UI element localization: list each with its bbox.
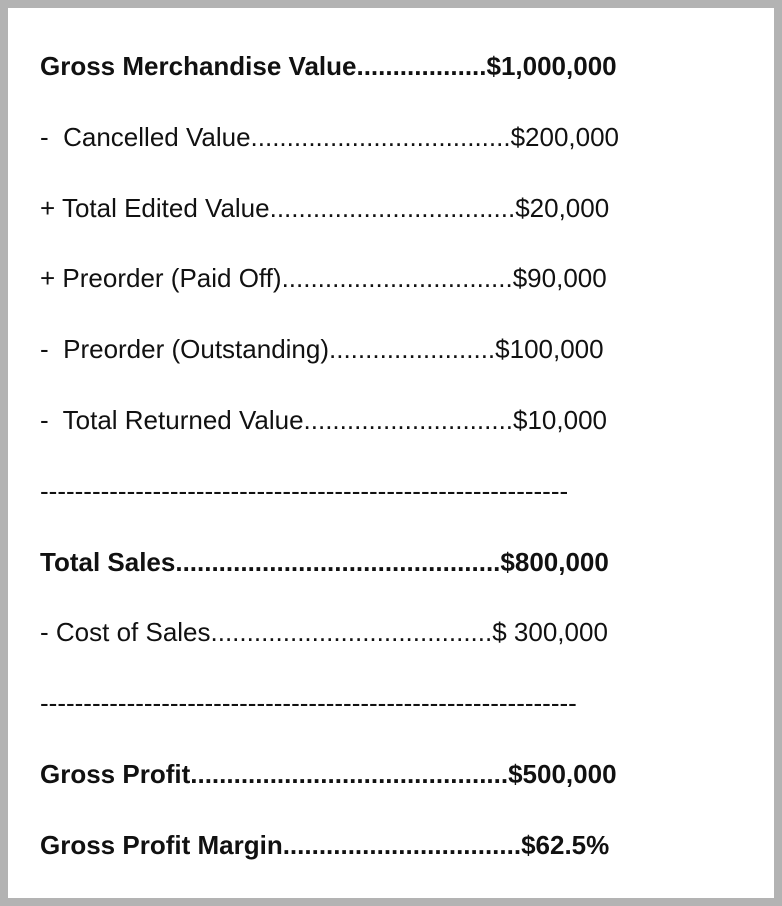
total-returned-value-line: - Total Returned Value.............................$10,000 xyxy=(40,405,607,435)
preorder-paid-off-line: + Preorder (Paid Off)................................$90,000 xyxy=(40,263,607,293)
gross-profit-margin-line: Gross Profit Margin.................................$62.5% xyxy=(40,830,610,860)
separator-line-2: -------------------------------------------------------------- xyxy=(40,688,577,718)
separator-line-1: ------------------------------------------------------------- xyxy=(40,476,569,506)
gross-profit-line: Gross Profit............................................$500,000 xyxy=(40,759,617,789)
cancelled-value-line: - Cancelled Value....................................$200,000 xyxy=(40,122,620,152)
preorder-outstanding-line: - Preorder (Outstanding).......................$100,000 xyxy=(40,334,604,364)
total-sales-line: Total Sales.............................................$800,000 xyxy=(40,547,609,577)
gross-merchandise-value-line: Gross Merchandise Value..................$1,000,000 xyxy=(40,51,617,81)
total-edited-value-line: + Total Edited Value..................................$20,000 xyxy=(40,193,610,223)
cost-of-sales-line: - Cost of Sales.......................................$ 300,000 xyxy=(40,617,608,647)
